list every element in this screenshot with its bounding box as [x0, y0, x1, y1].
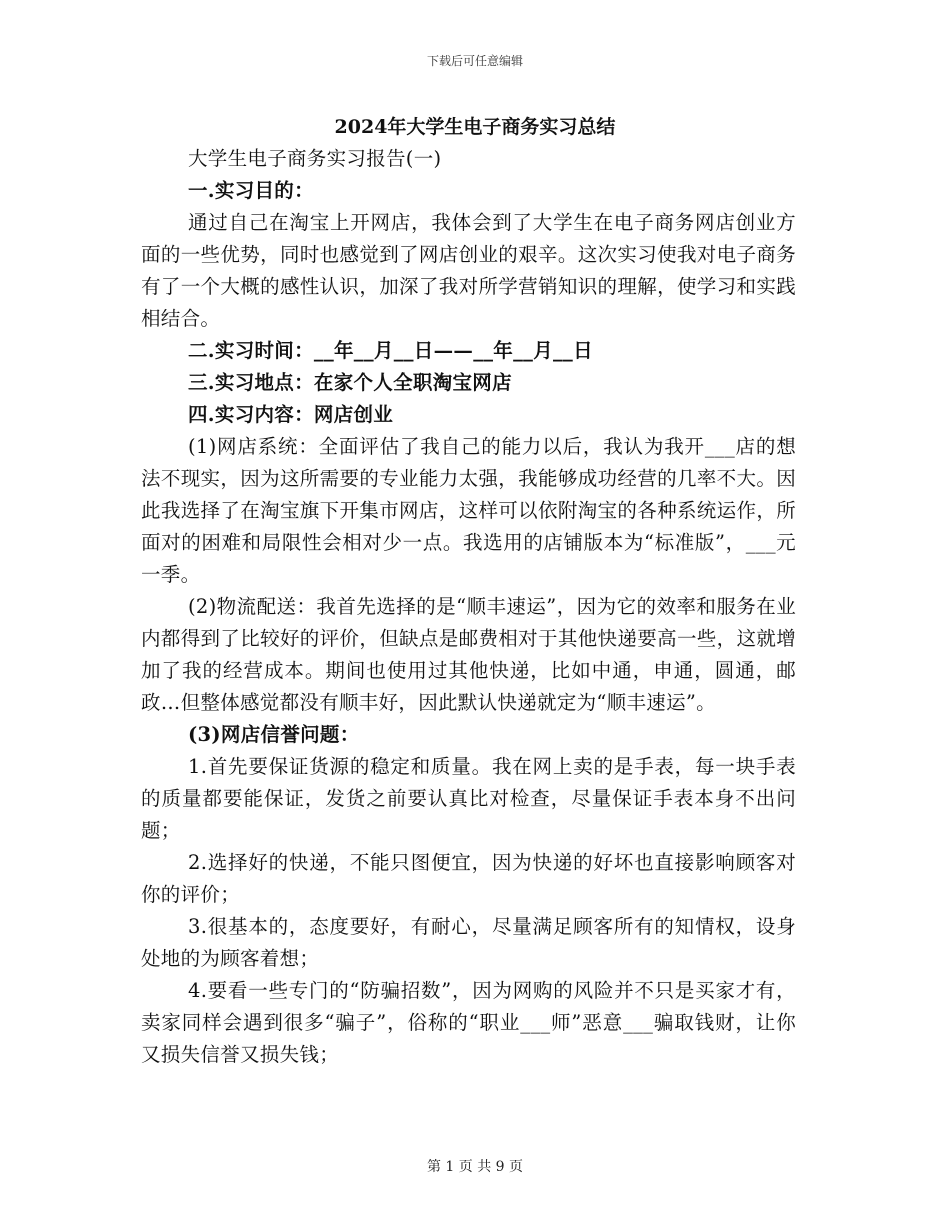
list-item-4: 4.要看一些专门的“防骗招数”，因为网购的风险并不只是买家才有，卖家同样会遇到很多“骗子”，俗称的“职业___师”恶意___骗取钱财，让你又损失信誉又损失钱；	[141, 979, 796, 1066]
list-item-2: 2.选择好的快递，不能只图便宜，因为快递的好坏也直接影响顾客对你的评价；	[141, 851, 796, 906]
paragraph-logistics: (2)物流配送：我首先选择的是“顺丰速运”，因为它的效率和服务在业内都得到了比较好的评价，但缺点是邮费相对于其他快递要高一些，这就增加了我的经营成本。期间也使用过其他快递，比如中通，申通，圆通，邮政…但整体感觉都没有顺丰好，因此默认快递就定为“顺丰速运”。	[141, 595, 796, 714]
report-subtitle: 大学生电子商务实习报告(一)	[188, 147, 442, 170]
section-heading-purpose: 一.实习目的：	[188, 179, 314, 202]
section-heading-time: 二.实习时间：__年__月__日——__年__月__日	[188, 339, 593, 362]
paragraph-shop-system: (1)网店系统：全面评估了我自己的能力以后，我认为我开___店的想法不现实，因为这所需要的专业能力太强，我能够成功经营的几率不大。因此我选择了在淘宝旗下开集市网店，这样可以依附淘宝的各种系统运作，所面对的困难和局限性会相对少一点。我选用的店铺版本为“标准版”，___元一季。	[141, 435, 796, 586]
document-title: 2024年大学生电子商务实习总结	[334, 116, 616, 138]
page-header-note: 下载后可任意编辑	[426, 54, 523, 68]
section-heading-content: 四.实习内容：网店创业	[188, 403, 394, 426]
list-item-1: 1.首先要保证货源的稳定和质量。我在网上卖的是手表，每一块手表的质量都要能保证，发货之前要认真比对检查，尽量保证手表本身不出问题；	[141, 755, 796, 842]
page-footer-number: 第 1 页 共 9 页	[426, 1159, 524, 1175]
paragraph-purpose: 通过自己在淘宝上开网店，我体会到了大学生在电子商务网店创业方面的一些优势，同时也感觉到了网店创业的艰辛。这次实习使我对电子商务有了一个大概的感性认识，加深了我对所学营销知识的理解，使学习和实践相结合。	[141, 211, 796, 330]
section-heading-reputation: (3)网店信誉问题：	[188, 723, 360, 746]
list-item-3: 3.很基本的，态度要好，有耐心，尽量满足顾客所有的知情权，设身处地的为顾客着想；	[141, 915, 796, 970]
document-body	[141, 143, 796, 1071]
section-heading-location: 三.实习地点：在家个人全职淘宝网店	[188, 371, 512, 394]
